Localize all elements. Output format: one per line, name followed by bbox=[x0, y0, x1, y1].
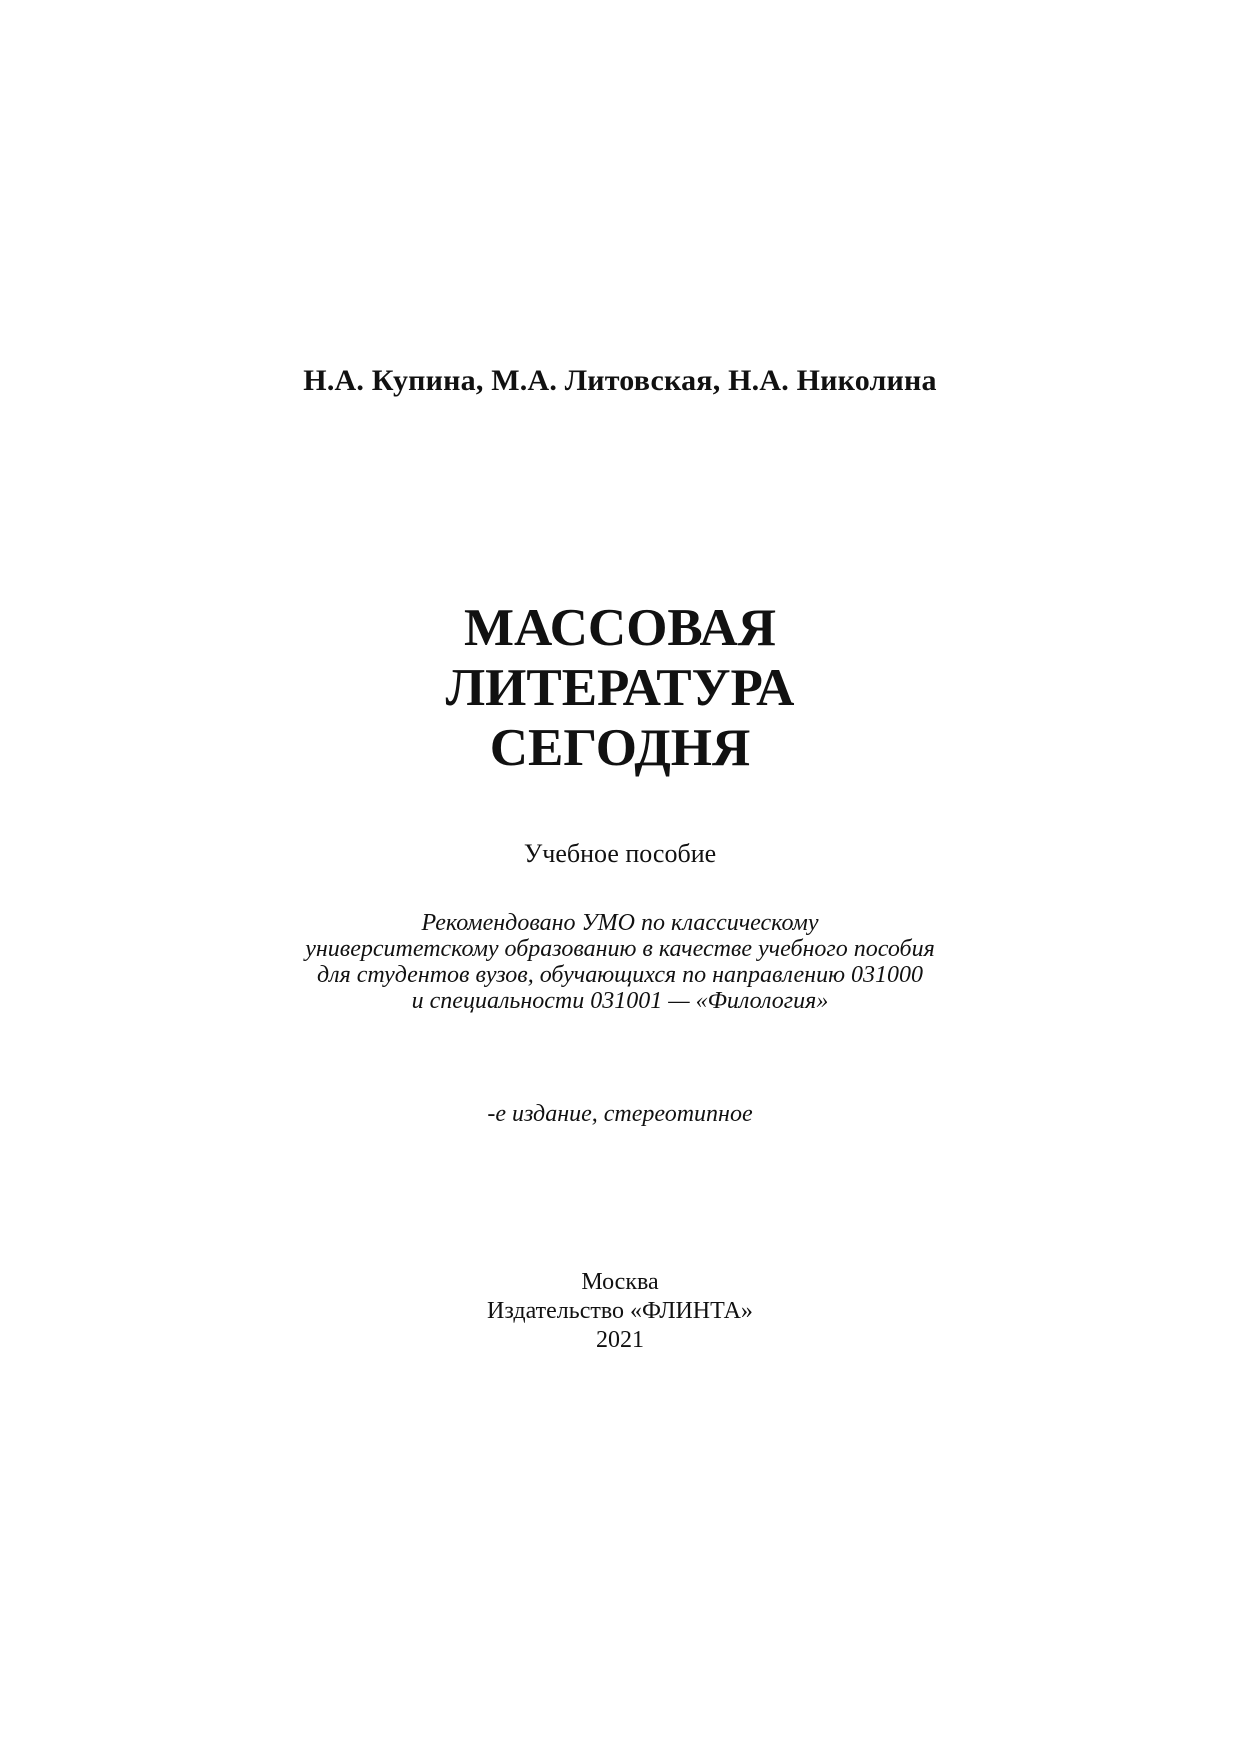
recommendation-line: университетскому образованию в качестве учебного пособия bbox=[305, 936, 935, 962]
book-title bbox=[0, 598, 1240, 778]
recommendation-line: Рекомендовано УМО по классическому bbox=[421, 910, 819, 936]
imprint-publisher: Издательство «ФЛИНТА» bbox=[487, 1298, 753, 1324]
authors: Н.А. Купина, М.А. Литовская, Н.А. Николина bbox=[303, 364, 937, 397]
recommendation-line: для студентов вузов, обучающихся по направлению 031000 bbox=[317, 962, 923, 988]
recommendation-line: и специальности 031001 — «Филология» bbox=[411, 988, 829, 1014]
edition-note: -е издание, стереотипное bbox=[487, 1101, 753, 1127]
book-title-line: МАССОВАЯ bbox=[464, 599, 776, 657]
book-title-line: СЕГОДНЯ bbox=[489, 719, 751, 777]
subtitle: Учебное пособие bbox=[523, 839, 717, 868]
imprint-year: 2021 bbox=[596, 1327, 644, 1353]
book-title-line: ЛИТЕРАТУРА bbox=[445, 659, 795, 717]
imprint-city: Москва bbox=[581, 1269, 659, 1295]
imprint bbox=[0, 1268, 1240, 1355]
recommendation-note bbox=[0, 910, 1240, 1014]
